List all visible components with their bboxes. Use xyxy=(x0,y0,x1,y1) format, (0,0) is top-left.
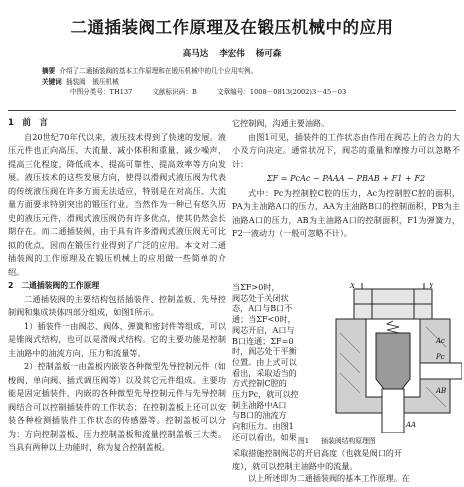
wrapped-text-line: 当ΣF>0时， xyxy=(232,282,280,292)
port-a-channel xyxy=(382,389,404,433)
right-column-bottom xyxy=(232,447,460,485)
figure-label-y: Y xyxy=(429,283,434,290)
abstract-label: 摘要 xyxy=(42,67,56,75)
keywords-text: 插装阀 锻压机械 xyxy=(65,77,119,86)
article-number: 文章编号：1008－0813(2002)3－45－03 xyxy=(216,88,347,96)
wrapped-text-line: 阀芯处于关闭状 xyxy=(232,292,289,303)
figure-label-ab: AB xyxy=(436,387,447,395)
section-heading: 1 前 言 xyxy=(8,118,48,128)
wrapped-text-line: 阀芯开启，A口与 xyxy=(232,324,295,335)
paragraph: 2）控制盖板一由盖板内嵌装各种微型先导控制元件（如梭阀、单向阀、插式调压阀等）以及其它元件组成。主要功能是固定插装件，内嵌的各种微型先导控制元件与先导控制阀结合可以控制插装件的工作状态；在控制盖板上还可以安装各种检测插装件工作状态的传感器等。控制盖板可以分为：方向控制盖板、压力控制盖板和流量控制盖板三大类。当具有两种以上功能时，称为复合控制盖板。 xyxy=(8,361,226,452)
equation: ΣF = PcAc − PAAA − PBAB + F1 + F2 xyxy=(266,173,426,183)
doc-code: 文献标识码：B xyxy=(152,88,197,96)
figure-label-pc: Pc xyxy=(436,353,445,361)
figure-label-ac: Ac xyxy=(436,337,445,345)
authors xyxy=(0,47,464,59)
author-name: 杨可森 xyxy=(255,49,282,59)
wrapped-text-line: 态，A口与B口不 xyxy=(232,303,293,314)
article-meta xyxy=(42,66,442,98)
article-title: 二通插装阀工作原理及在锻压机械中的应用 xyxy=(70,18,394,37)
author-name: 高马达 xyxy=(182,49,209,59)
text-line: 采取措施控制阀芯的开启高度（也就是阀口的开 xyxy=(232,448,402,458)
paragraph: 1）插装件一由阀芯、阀体、弹簧和密封件等组成，可以是锥阀式结构，也可以是滑阀式结构。它的主要功能是控制主油路中的油流方向、压力和流量等。 xyxy=(8,320,226,358)
author-name: 李宏伟 xyxy=(219,49,245,59)
keywords xyxy=(42,77,442,88)
paragraph: 二通插装阀的主要结构包括插装件、控制盖板、先导控制阀和集成块体四部分组成，如图1所示。 xyxy=(8,293,226,317)
valve-structure-figure xyxy=(332,283,462,433)
header-divider xyxy=(8,110,456,111)
right-column-top xyxy=(232,117,460,241)
text-line: 以上所述即为二通插装阀的基本工作原理。在 xyxy=(248,473,410,483)
wrapped-text-line: 制主油路中A口 xyxy=(232,399,287,410)
wrapped-text-line: 方式控制C腔的 xyxy=(232,378,287,389)
abstract-text: 介绍了二通插装阀的基本工作原理和在锻压机械中的几个应用实例。 xyxy=(59,67,258,75)
wrapped-text-line: 压力Pc，就可以控 xyxy=(232,389,299,400)
abstract xyxy=(42,66,442,77)
wrapped-text-line: 还可以看出，如果 xyxy=(232,431,297,442)
left-column xyxy=(8,117,226,455)
wrapped-text-line: B口连通；ΣF=0 xyxy=(232,335,294,346)
right-column-wrap xyxy=(232,282,306,443)
classification-codes xyxy=(42,87,442,98)
text-line: 度），就可以控制主油路中的流量。 xyxy=(232,460,358,471)
wrapped-text-line: 向和压力。由图1 xyxy=(232,421,294,432)
wrapped-text-line: 时，阀芯处于平衡 xyxy=(232,346,297,357)
paragraph: 式中：Pc为控制腔C腔的压力，Ac为控制腔C腔的面积，PA为主油路A口的压力，AA为主油路B口的控制面积，PB为主油路A口的压力，AB为主油路A口的控制面积，F1为弹簧力，F2一液动力（一般可忽略不计）。 xyxy=(232,187,460,238)
wrapped-text-line: 看出，采取适当的 xyxy=(232,367,297,378)
clc-code: 中图分类号：TH137 xyxy=(70,88,133,96)
valve-spool xyxy=(376,333,410,389)
paragraph: 它控制阀，沟通主要油路。 xyxy=(232,118,330,128)
wrapped-text-line: 位置。由上式可以 xyxy=(232,356,297,367)
port-b-channel xyxy=(420,363,462,379)
keywords-label: 关键词 xyxy=(42,77,62,86)
paragraph: 由图1可见，插装件的工作状态由作用在阀芯上的合力的大小及方向决定。通常状况下，阀芯的重量和摩擦力可以忽略不计： xyxy=(232,131,460,169)
figure-label-x: X xyxy=(350,283,355,290)
figure-caption-label: 图1 xyxy=(298,437,310,445)
wrapped-text-line: 与B口的油流方 xyxy=(232,410,287,421)
figure-caption-text: 插装阀结构原理图 xyxy=(321,437,376,445)
paragraph: 自20世纪70年代以来，液压技术得到了快速的发展。液压元件也正向高压、大流量、减小体积和重量、减少噪声、提高三化程度、降低成本、提高可靠性、提高效率等方向发展。液压技术的这些发展方向，使得以滑阀式液压阀为代表的传统液压阀在许多方面无法适应，特别是在对高压、大流量方面要求特别突出的锻压行业。当然作为一种已有悠久历史的液压元件，滑阀式液压阀仍有许多优点，使其仍然会长期存在。而二通插装阀，由于具有许多滑阀式液压阀无可比拟的优点，因而在锻压行业得到了广泛的应用。本文对二通插装阀的工作原理及在锻压机械上的应用做一些简单的介绍。 xyxy=(8,131,226,277)
wrapped-text-line: 通；当ΣF<0时， xyxy=(232,314,296,325)
figure-label-aa: AA xyxy=(406,421,417,429)
figure-caption xyxy=(298,435,464,445)
subsection-heading: 2 二通插装阀的工作原理 xyxy=(8,281,100,290)
